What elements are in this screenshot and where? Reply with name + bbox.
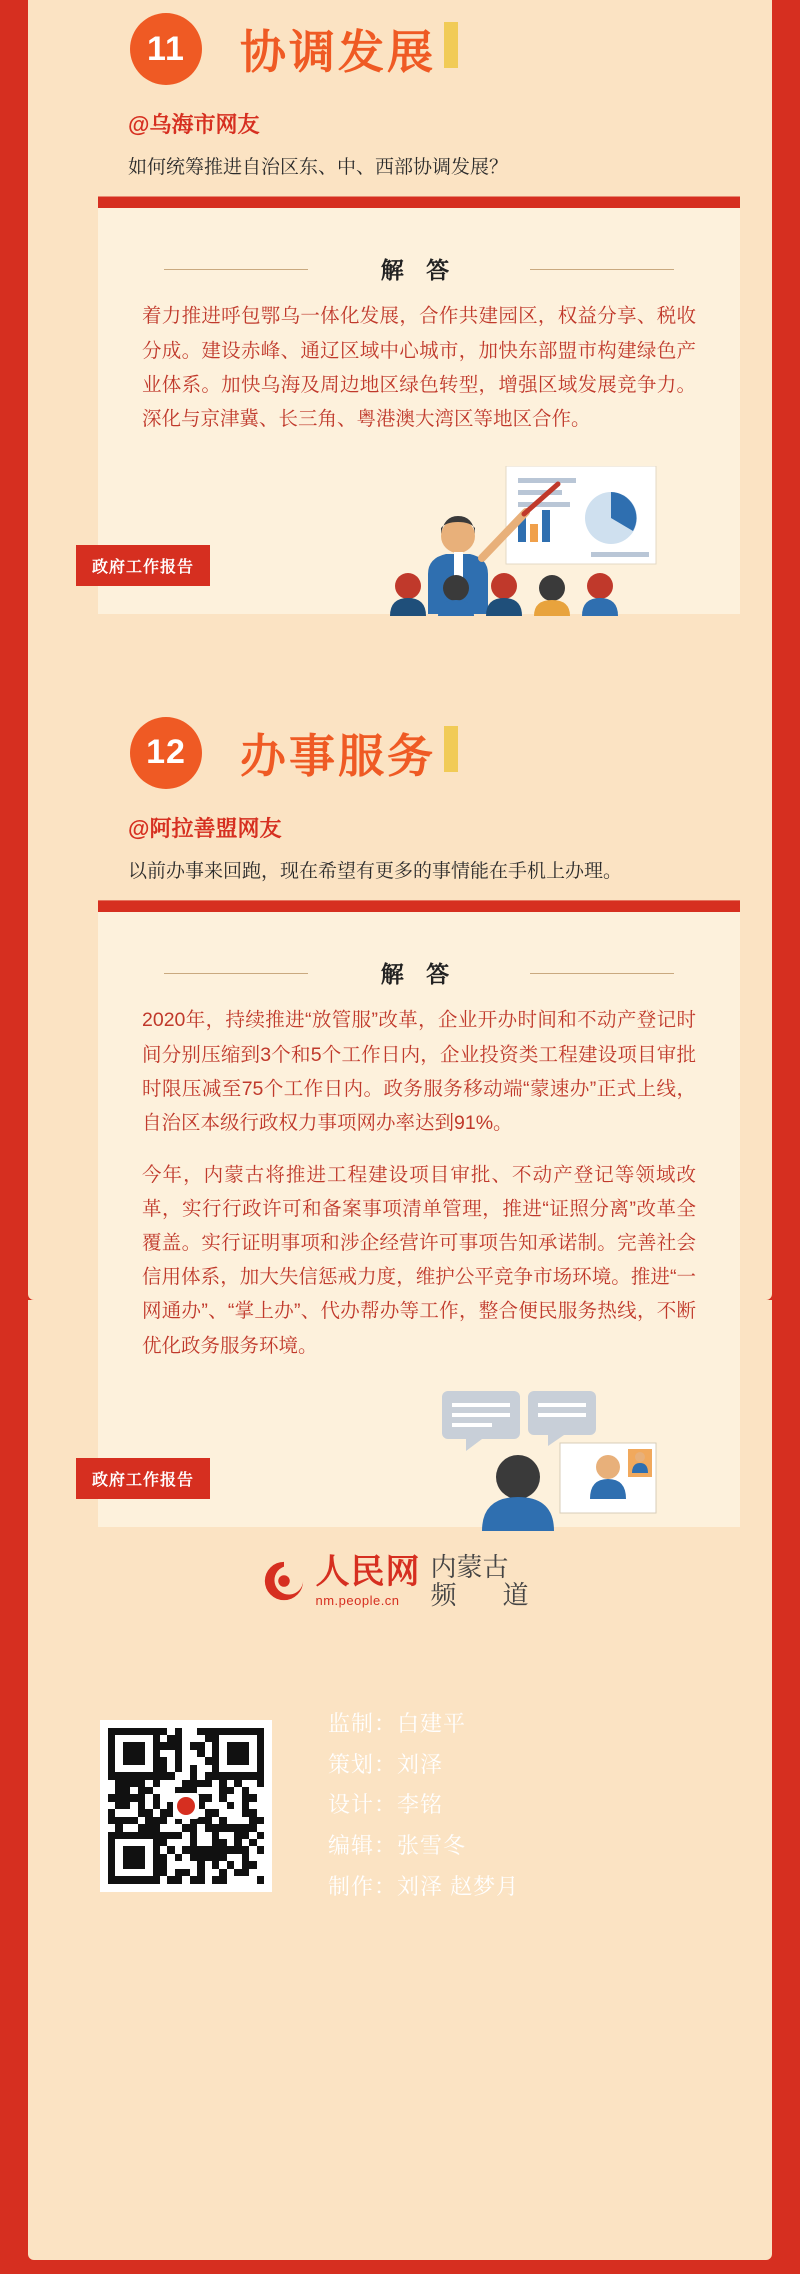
section-11-answer-card [92,208,740,614]
credit-item-3: 编辑：张雪冬 [328,1832,467,1858]
section-11 [0,0,800,614]
credits-section [0,1652,800,1967]
logo-name: 人民网 [315,1552,421,1591]
qr-center-logo [173,1793,199,1819]
credit-item-2: 设计：李铭 [328,1792,444,1818]
section-11-header [0,0,800,90]
section-12-answer-paragraph-2: 今年，内蒙古将推进工程建设项目审批、不动产登记等领域改革，实行行政许可和备案事项清单管理，推进“证照分离”改革全覆盖。实行证明事项和涉企经营许可事项告知承诺制。完善社会信用体系，加大失信惩戒力度，维护公平竞争市场环境。推进“一网通办”、“掌上办”、代办帮办等工作，整合便民服务热线，不断优化政务服务环境。 [142,1163,696,1357]
section-11-question-user: @乌海市网友 [128,112,260,137]
section-11-question [0,90,800,182]
section-11-answer-paragraph: 着力推进呼包鄂乌一体化发展，合作共建园区，权益分享、税收分成。建设赤峰、通辽区域中心城市，加快东部盟市构建绿色产业体系。加快乌海及周边地区绿色转型，增强区域发展竞争力。深化与京津冀、长三角、粤港澳大湾区等地区合作。 [142,305,696,430]
credit-item-1: 策划：刘泽 [328,1751,444,1777]
rule-left [164,973,308,974]
section-11-answer-wrap [92,208,740,614]
section-11-answer-label: 解 答 [142,252,696,285]
section-11-question-text: 如何统筹推进自治区东、中、西部协调发展？ [128,157,509,178]
section-12-answer-label: 解 答 [142,956,696,989]
section-12-answer-wrap [92,912,740,1526]
section-12 [0,704,800,1652]
section-12-answer-paragraph-1: 2020年，持续推进“放管服”改革，企业开办时间和不动产登记时间分别压缩到3个和5个工作日内，企业投资类工程建设项目审批时限压减至75个工作日内。政务服务移动端“蒙速办”正式上线，自治区本级行政权力事项网办率达到91%。 [142,1009,696,1134]
logo-channel-line2: 频 道 [430,1580,539,1611]
section-12-number: 12 [130,717,202,789]
section-11-title: 协调发展 [240,16,436,82]
credit-item-4: 制作：刘泽 赵梦月 [328,1873,520,1899]
section-12-question-user: @阿拉善盟网友 [128,815,282,841]
rule-right [530,269,674,270]
section-12-question [0,794,800,886]
section-11-number: 11 [130,13,202,85]
section-12-header [0,704,800,794]
section-12-answer-card [92,912,740,1526]
section-12-answer-body [142,1003,696,1362]
online-service-illustration [422,1391,722,1531]
section-11-answer-body [142,299,696,436]
logo-channel [430,1553,538,1610]
rule-right [530,973,674,974]
credit-item-0: 监制：白建平 [328,1710,467,1736]
people-logo-icon [261,1558,307,1604]
section-12-source-tag: 政府工作报告 [76,1458,210,1499]
section-11-source-tag: 政府工作报告 [76,545,210,586]
site-logo [0,1527,800,1652]
qr-code[interactable] [100,1720,272,1892]
logo-channel-line1: 内蒙古 [430,1551,509,1582]
presentation-illustration [386,466,726,616]
logo-text-block [315,1552,421,1608]
logo-url: nm.people.cn [315,1592,400,1608]
rule-left [164,269,308,270]
section-11-illustration [142,424,696,574]
section-12-illustration [142,1357,696,1487]
section-12-title: 办事服务 [240,720,436,786]
section-12-question-text: 以前办事来回跑，现在希望有更多的事情能在手机上办理。 [128,860,623,882]
credit-list [328,1704,519,1907]
